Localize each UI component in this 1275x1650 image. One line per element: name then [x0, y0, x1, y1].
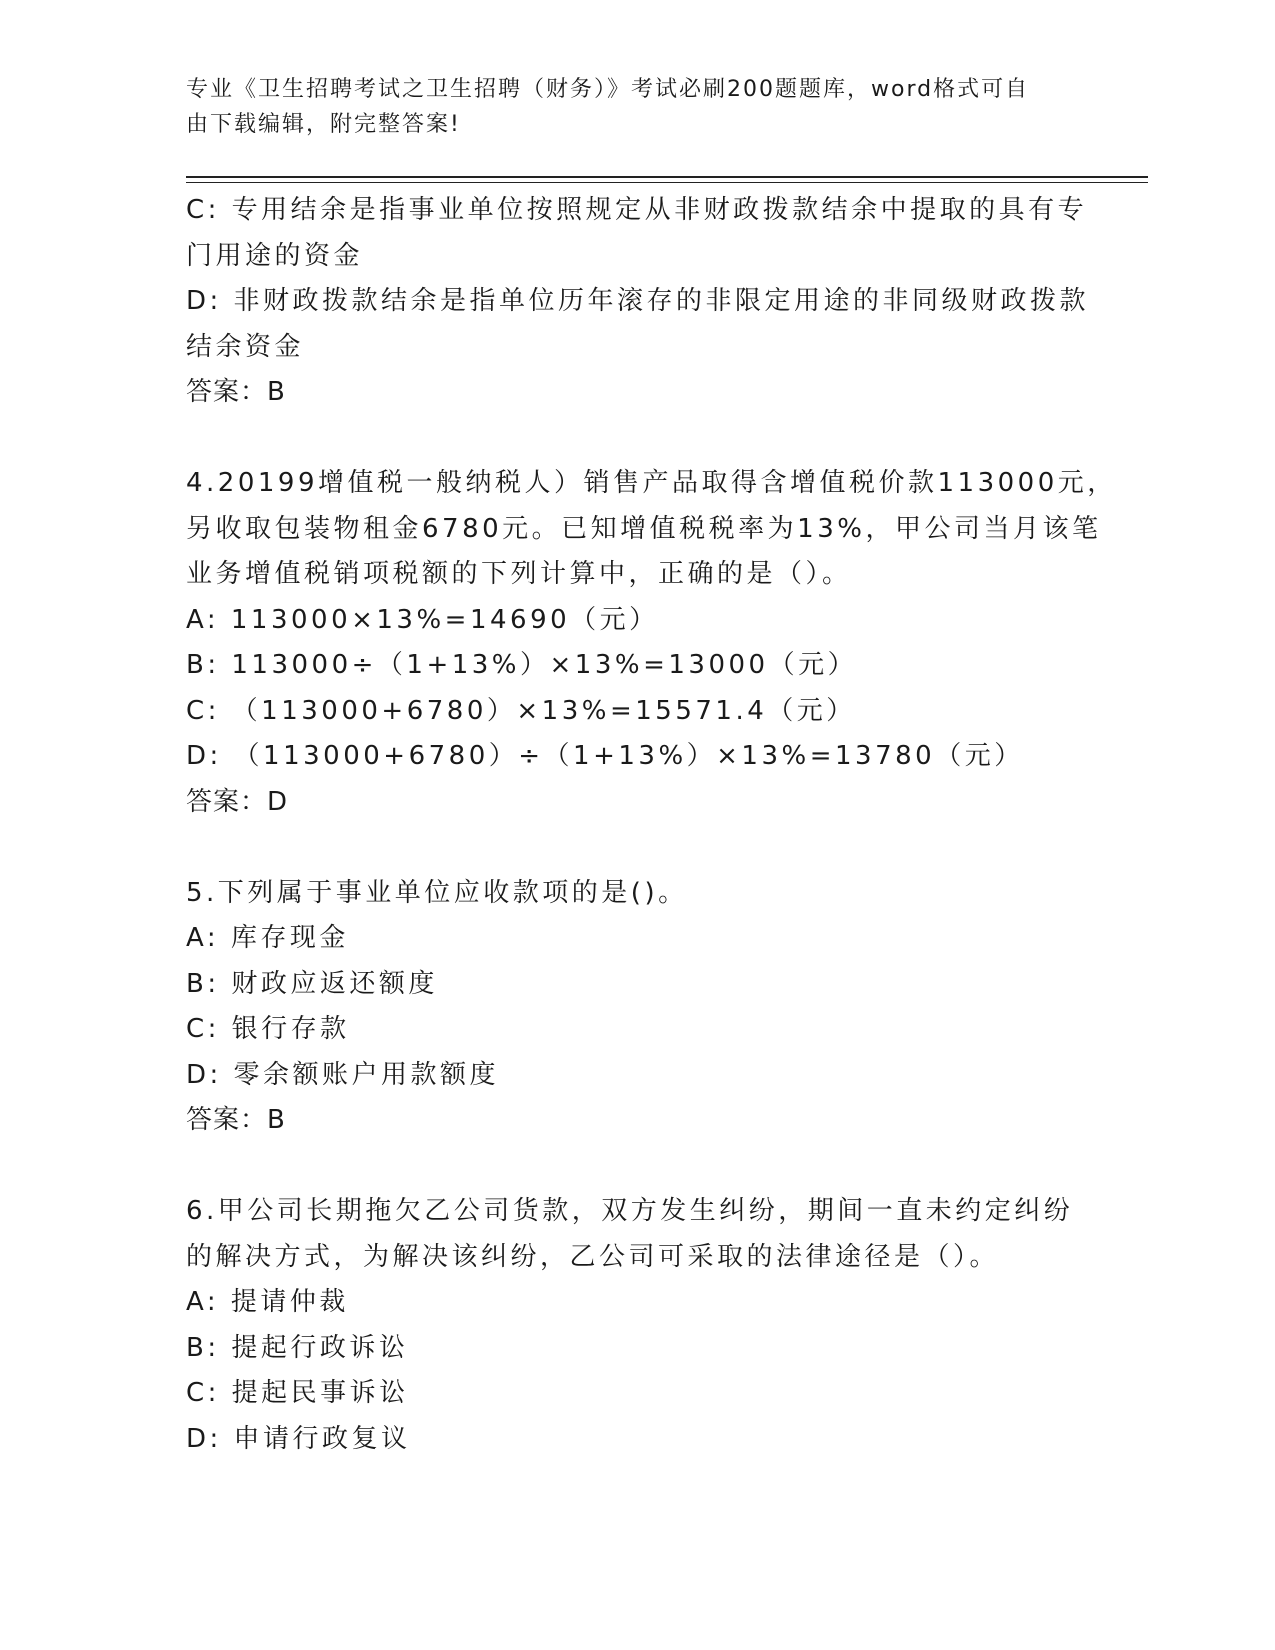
- q6-stem-line-1: 6.甲公司长期拖欠乙公司货款，双方发生纠纷，期间一直未约定纠纷: [186, 1196, 1074, 1226]
- header-line-2: 由下载编辑，附完整答案!: [186, 112, 461, 137]
- q5-stem: 5.下列属于事业单位应收款项的是()。: [186, 877, 688, 908]
- q5-option-b: B: 财政应返还额度: [186, 968, 438, 999]
- q6-stem-line-2: 的解决方式，为解决该纠纷，乙公司可采取的法律途径是（）。: [186, 1241, 1000, 1272]
- q4-option-d: D: （113000+6780）÷（1+13%）×13%=13780（元）: [186, 741, 1024, 771]
- q5-option-c: C: 银行存款: [186, 1014, 350, 1044]
- spacer: [186, 1144, 1086, 1190]
- spacer: [186, 825, 1086, 871]
- question-content: [186, 188, 1117, 1462]
- q4-stem-line-3: 业务增值税销项税额的下列计算中，正确的是（）。: [186, 559, 852, 589]
- header-rule-thin: [186, 182, 1148, 183]
- q5-answer: 答案：B: [186, 1105, 286, 1135]
- q6-option-a: A: 提请仲裁: [186, 1287, 349, 1317]
- q4-stem-line-2: 另收取包装物租金6780元。已知增值税税率为13%，甲公司当月该笔: [186, 513, 1102, 544]
- q5-option-a: A: 库存现金: [186, 923, 349, 953]
- q3-option-d-line-2: 结余资金: [186, 331, 305, 362]
- question-5: [186, 871, 1086, 1144]
- question-3: [186, 188, 1090, 416]
- q4-option-c: C: （113000+6780）×13%=15571.4（元）: [186, 695, 856, 726]
- header-line-1: 专业《卫生招聘考试之卫生招聘（财务）》考试必刷200题题库，word格式可自: [186, 77, 1030, 102]
- q3-option-d-line-1: D: 非财政拨款结余是指单位历年滚存的非限定用途的非同级财政拨款: [186, 286, 1090, 316]
- q4-answer: 答案：D: [186, 786, 289, 817]
- page-header: [186, 72, 1066, 142]
- q6-option-d: D: 申请行政复议: [186, 1423, 411, 1454]
- q6-option-b: B: 提起行政诉讼: [186, 1332, 409, 1363]
- q3-answer: 答案：B: [186, 377, 286, 407]
- header-rule-thick: [186, 176, 1148, 178]
- q4-option-b: B: 113000÷（1+13%）×13%=13000（元）: [186, 650, 858, 680]
- q3-option-c-line-2: 门用途的资金: [186, 240, 364, 271]
- q3-option-c-line-1: C: 专用结余是指事业单位按照规定从非财政拨款结余中提取的具有专: [186, 195, 1088, 225]
- question-4: [186, 461, 1117, 825]
- question-6: [186, 1189, 1086, 1462]
- q6-option-c: C: 提起民事诉讼: [186, 1378, 409, 1408]
- spacer: [186, 416, 1086, 462]
- q4-option-a: A: 113000×13%=14690（元）: [186, 604, 659, 635]
- q5-option-d: D: 零余额账户用款额度: [186, 1059, 500, 1090]
- q4-stem-line-1: 4.20199增值税一般纳税人）销售产品取得含增值税价款113000元，: [186, 468, 1117, 498]
